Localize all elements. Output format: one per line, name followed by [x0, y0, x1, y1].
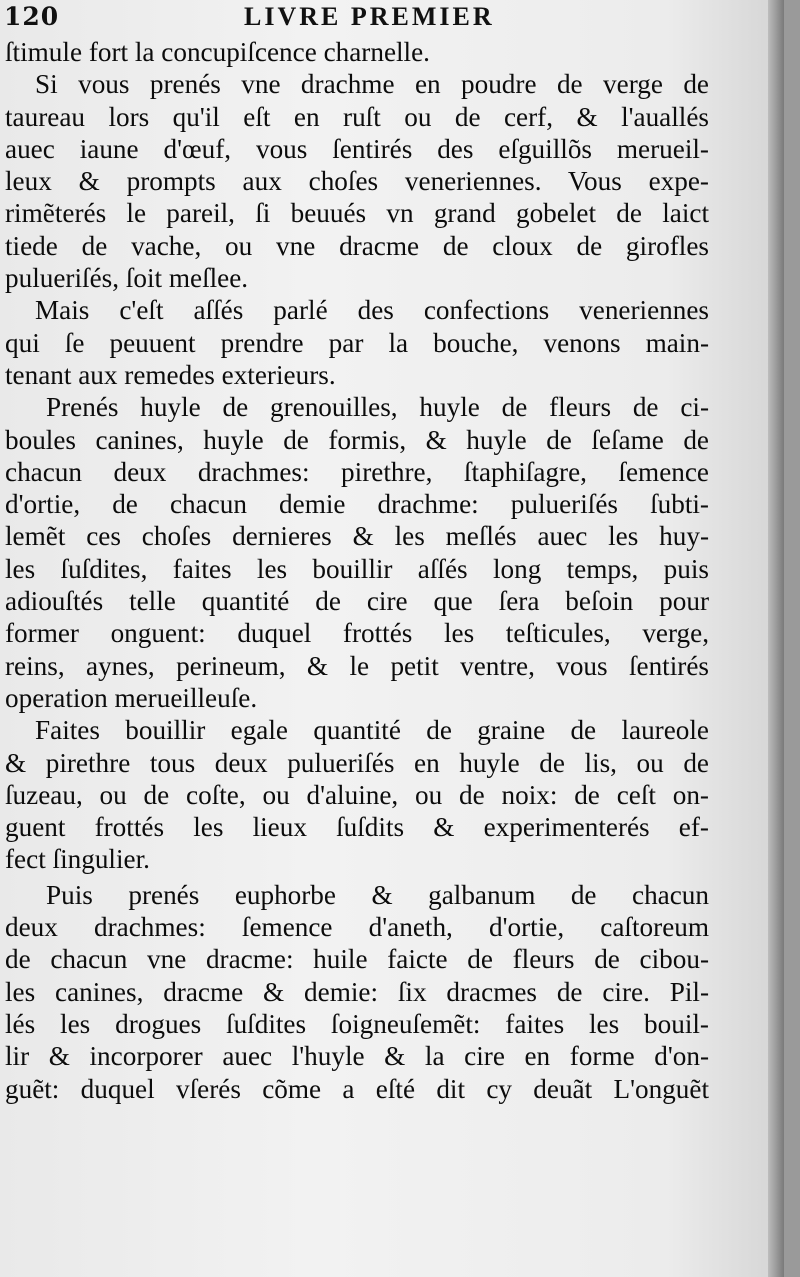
text-line: lir & incorporer auec l'huyle & la cire en forme d'on-: [5, 1041, 709, 1072]
text-line: ſuzeau, ou de coſte, ou d'aluine, ou de noix: de ceſt on-: [5, 779, 709, 810]
text-line: tenant aux remedes exterieurs.: [5, 359, 336, 390]
text-line: d'ortie, de chacun demie drachme: pulueriſés ſubti-: [5, 489, 709, 520]
text-line: pulueriſés, ſoit meſlee.: [5, 263, 249, 294]
text-line: adiouſtés telle quantité de cire que ſera beſoin pour: [5, 586, 709, 617]
text-line: deux drachmes: ſemence d'aneth, d'ortie, caſtoreum: [5, 912, 709, 943]
text-line: former onguent: duquel frottés les teſticules, verge,: [5, 618, 709, 649]
running-head: LIVRE PREMIER: [244, 2, 495, 31]
text-line: fect ſingulier.: [5, 844, 150, 875]
text-line: de chacun vne dracme: huile faicte de fleurs de cibou-: [5, 944, 709, 975]
text-line: guẽt: duquel vſerés cõme a eſté dit cy deuãt L'onguẽt: [5, 1073, 709, 1104]
text-line: qui ſe peuuent prendre par la bouche, venons main-: [5, 327, 709, 358]
text-line: taureau lors qu'il eſt en ruſt ou de cerf, & l'auallés: [5, 101, 709, 132]
paragraph-start-line: Prenés huyle de grenouilles, huyle de fleurs de ci-: [46, 392, 709, 423]
book-gutter-shadow: [768, 0, 784, 1277]
paragraph-start-line: Faites bouillir egale quantité de graine de laureole: [35, 715, 709, 746]
text-line: chacun deux drachmes: pirethre, ſtaphiſagre, ſemence: [5, 456, 709, 487]
text-line: rimẽterés le pareil, ſi beuués vn grand gobelet de laict: [5, 198, 709, 229]
paragraph-start-line: Si vous prenés vne drachme en poudre de verge de: [35, 69, 709, 100]
text-line: lés les drogues ſuſdites ſoigneuſemẽt: faites les bouil-: [5, 1008, 709, 1039]
text-line: & pirethre tous deux pulueriſés en huyle de lis, ou de: [5, 747, 709, 778]
body-text: [5, 36, 709, 1105]
paragraph-start-line: Mais c'eſt aſſés parlé des confections veneriennes: [35, 295, 709, 326]
text-line: auec iaune d'œuf, vous ſentirés des eſguillõs merueil-: [5, 133, 709, 164]
text-line: tiede de vache, ou vne dracme de cloux de girofles: [5, 230, 709, 261]
text-line: reins, aynes, perineum, & le petit ventre, vous ſentirés: [5, 650, 709, 681]
page-number: 120: [4, 2, 60, 31]
page-header: [4, 2, 774, 34]
text-line: operation merueilleuſe.: [5, 682, 258, 713]
text-line: boules canines, huyle de formis, & huyle de ſeſame de: [5, 424, 709, 455]
text-line: les ſuſdites, faites les bouillir aſſés long temps, puis: [5, 553, 709, 584]
text-line: leux & prompts aux choſes veneriennes. Vous expe-: [5, 166, 709, 197]
text-line: guent frottés les lieux ſuſdits & experimenterés ef-: [5, 812, 709, 843]
text-line: ſtimule fort la concupiſcence charnelle.: [5, 37, 430, 67]
text-line: les canines, dracme & demie: ſix dracmes de cire. Pil-: [5, 976, 709, 1007]
text-line: lemẽt ces choſes dernieres & les meſlés auec les huy-: [5, 521, 709, 552]
paragraph-start-line: Puis prenés euphorbe & galbanum de chacun: [46, 879, 709, 910]
